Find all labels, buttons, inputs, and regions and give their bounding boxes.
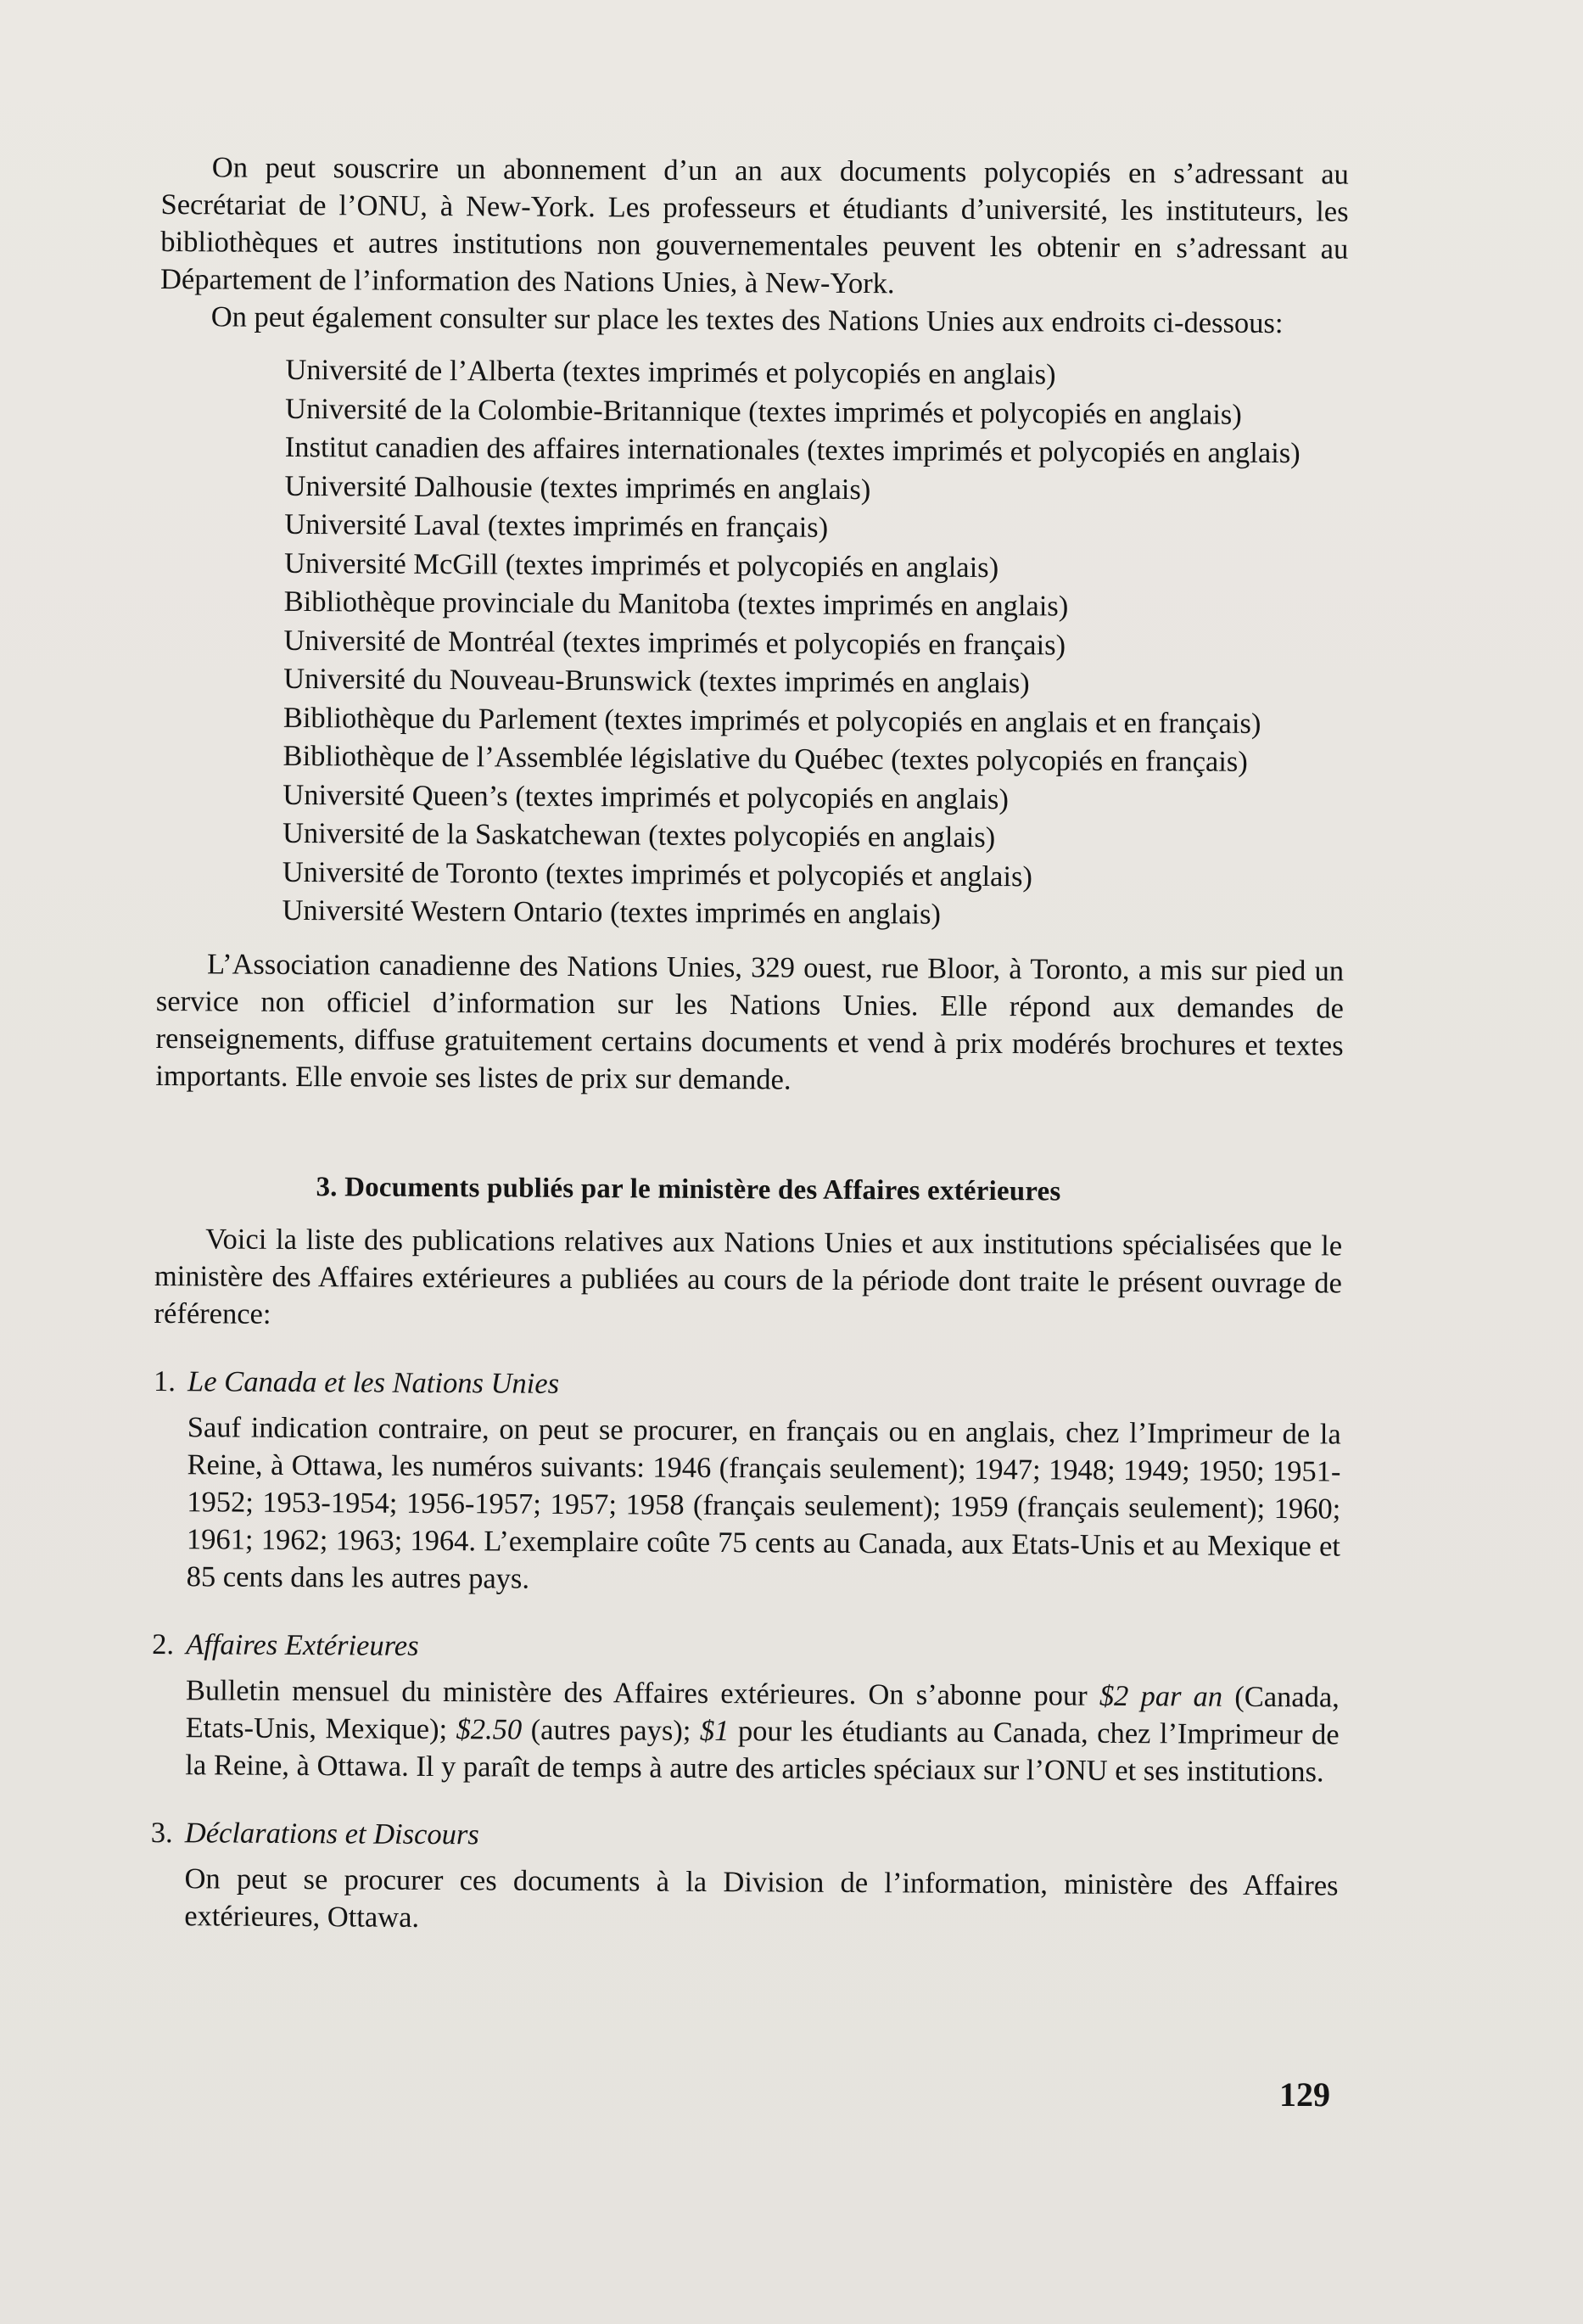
- publication-title: Déclarations et Discours: [184, 1816, 479, 1851]
- list-item: Bibliothèque du Parlement (textes imprimés et polycopiés en anglais et en français): [282, 701, 1261, 740]
- item-number: 3.: [150, 1816, 173, 1849]
- list-item: Université de la Colombie-Britannique (textes imprimés et polycopiés en anglais): [285, 392, 1242, 431]
- description-text: pour les étudiants au Canada, chez l’Imprimeur de la Reine, à Ottawa. Il y paraît de temps à autre des articles spéciaux sur l’ONU et ses institutions.: [185, 1714, 1340, 1788]
- item-number: 1.: [154, 1364, 176, 1397]
- subscription-price: $2 par an: [1099, 1679, 1223, 1713]
- publication-item-affaires-exterieures: [151, 1625, 1340, 1790]
- association-paragraph: L’Association canadienne des Nations Unies, 329 ouest, rue Bloor, à Toronto, a mis sur pied un service non officiel d’information sur les Nations Unies. Elle répond aux demandes de renseignements, diffuse gratuitement certains documents et vend à prix modérés brochures et textes importants. Elle envoie ses listes de prix sur demande.: [155, 947, 1345, 1096]
- publication-item-canada-nations-unies: [153, 1362, 1342, 1602]
- publication-item-declarations-discours: [150, 1813, 1339, 1941]
- list-item: Université Queen’s (textes imprimés et polycopiés en anglais): [282, 778, 1010, 815]
- list-item: Université de Toronto (textes imprimés et polycopiés et anglais): [282, 855, 1033, 893]
- publication-description: On peut se procurer ces documents à la Division de l’information, ministère des Affaires extérieures, Ottawa.: [184, 1862, 1339, 1934]
- publication-title: Le Canada et les Nations Unies: [187, 1364, 560, 1400]
- intro-paragraph-consultation: On peut également consulter sur place les textes des Nations Unies aux endroits ci-dessous:: [210, 300, 1284, 340]
- list-item: Université de la Saskatchewan (textes polycopiés en anglais): [282, 816, 996, 854]
- publication-description: Sauf indication contraire, on peut se procurer, en français ou en anglais, chez l’Imprimeur de la Reine, à Ottawa, les numéros suivants: 1946 (français seulement); 1947; 1948; 1949; 1950; 1951-1952; 1953-1954; 1956-1957; 1957; 1958 (français seulement); 1959 (français seulement); 1960; 1961; 1962; 1963; 1964. L’exemplaire coûte 75 cents au Canada, aux Etats-Unis et au Mexique et 85 cents dans les autres pays.: [186, 1410, 1341, 1595]
- subscription-price: $1: [699, 1714, 730, 1747]
- item-number: 2.: [152, 1627, 175, 1660]
- list-item: Université McGill (textes imprimés et polycopiés en anglais): [283, 546, 999, 584]
- list-item: Université de Montréal (textes imprimés et polycopiés en français): [283, 624, 1066, 662]
- page-content: [150, 148, 1349, 1941]
- intro-paragraph-subscription: On peut souscrire un abonnement d’un an aux documents polycopiés en s’adressant au Secrétariat de l’ONU, à New-York. Les professeurs et étudiants d’université, les instituteurs, les bibliothèques et autres institutions non gouvernementales peuvent les obtenir en s’adressant au Département de l’information des Nations Unies, à New-York.: [159, 151, 1349, 300]
- list-item: Université Dalhousie (textes imprimés en anglais): [284, 469, 871, 506]
- list-item: Bibliothèque de l’Assemblée législative du Québec (textes polycopiés en français): [282, 739, 1248, 778]
- description-text: Bulletin mensuel du ministère des Affaires extérieures. On s’abonne pour: [185, 1673, 1099, 1712]
- list-item: Université de l’Alberta (textes imprimés et polycopiés en anglais): [285, 353, 1056, 391]
- list-item: Bibliothèque provinciale du Manitoba (textes imprimés en anglais): [283, 585, 1069, 623]
- list-item: Université Western Ontario (textes imprimés en anglais): [282, 893, 942, 931]
- list-item: Université Laval (textes imprimés en français): [284, 507, 829, 544]
- subscription-price: $2.50: [456, 1712, 523, 1746]
- section-heading: 3. Documents publiés par le ministère des Affaires extérieures: [316, 1171, 1061, 1207]
- publication-title: Affaires Extérieures: [186, 1627, 419, 1662]
- list-item: Université du Nouveau-Brunswick (textes imprimés en anglais): [283, 662, 1030, 700]
- publication-description: [185, 1672, 1340, 1790]
- page-number: 129: [1279, 2075, 1330, 2114]
- section-intro-paragraph: Voici la liste des publications relatives aux Nations Unies et aux institutions spécialisées que le ministère des Affaires extérieures a publiées au cours de la période dont traite le présent ouvrage de référence:: [154, 1222, 1343, 1330]
- depository-list: [156, 350, 1347, 937]
- description-text: (autres pays);: [522, 1713, 701, 1747]
- description-text: (Canada, Etats-Unis, Mexique);: [185, 1680, 1340, 1745]
- list-item: Institut canadien des affaires internationales (textes imprimés et polycopiés en anglais): [284, 430, 1301, 470]
